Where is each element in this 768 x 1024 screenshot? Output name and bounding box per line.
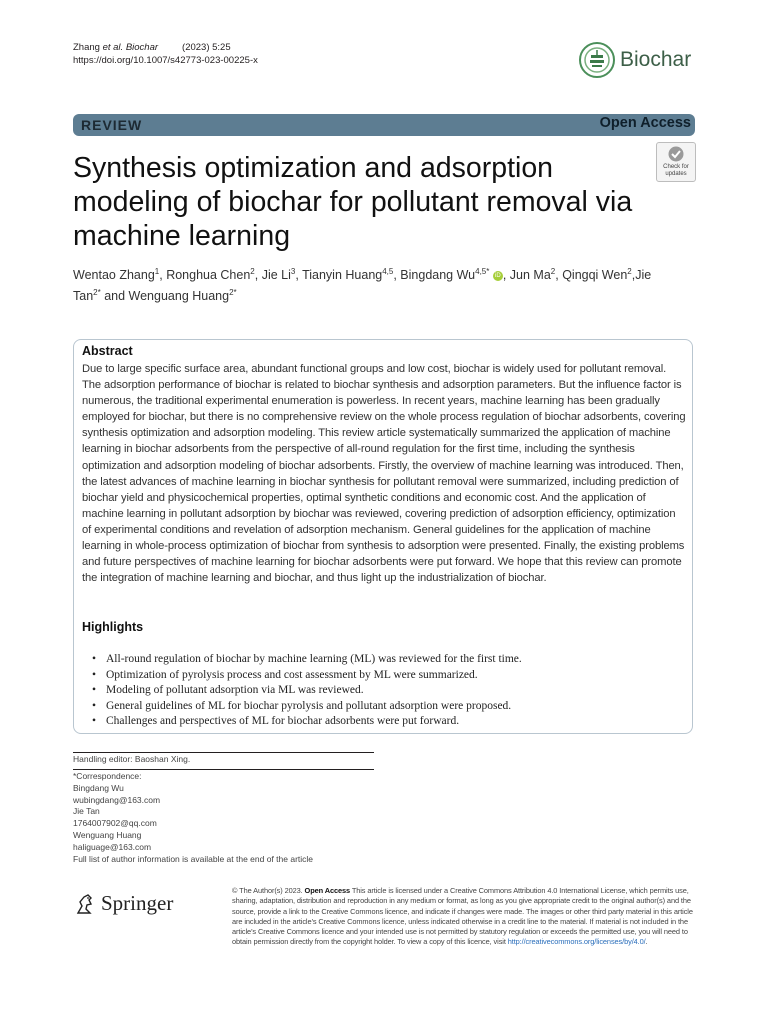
check-updates-line2: updates [665, 171, 687, 177]
author-name[interactable]: Jun Ma [509, 268, 551, 283]
footnote-divider [73, 769, 374, 770]
correspondence-line: Wenguang Huang [73, 829, 142, 840]
license-text: © The Author(s) 2023. Open Access This article is licensed under a Creative Commons Attribution 4.0 International License, which permits use, sharing, adaptation, distribution and reproduction in any medium or format, as long as you give appropriate credit to the original author(s) and the source, provide a link to the Creative Commons licence, and indicate if changes were made. The images or other third party material in this article are included in the article’s Creative Commons licence, unless indicated otherwise in a credit line to the material. If material is not included in the article’s Creative Commons licence and your intended use is not permitted by statutory regulation or exceeds the permitted use, you will need to obtain permission directly from the copyright holder. To view a copy of this licence, visit http://creativecommons.org/licenses/by/4.0/. [232, 886, 693, 947]
author-separator: , [295, 268, 303, 283]
journal-logo[interactable] [579, 42, 691, 78]
citation-etal: et al. Biochar [102, 42, 159, 53]
check-updates-icon [665, 145, 687, 163]
abstract-text: Due to large specific surface area, abundant functional groups and low cost, biochar is widely used for pollutant removal. The adsorption performance of biochar is related to biochar synthesis and adsorption parameters. But the influence factor is numerous, the traditional experimental enumeration is powerless. In recent years, machine learning has been gradually employed for biochar, but there is no comprehensive review on the whole process regulation of biochar adsorbents, covering synthesis optimization and adsorption modeling. This review article systematically summarized the application of machine learning in biochar adsorbents from the perspective of all-round regulation for the first time, including the synthesis optimization and adsorption modeling of biochar adsorbents. Firstly, the overview of machine learning was introduced. Then, the latest advances of machine learning in biochar synthesis for pollutant removal were summarized, including prediction of biochar yield and physicochemical properties, optimal synthetic conditions and economic cost. And the application of machine learning in pollutant adsorption by biochar was reviewed, covering prediction of adsorption efficiency, optimization of experimental conditions and revelation of adsorption mechanism. General guidelines for the application of machine learning in whole-process optimization of biochar from synthesis to adsorption were presented. Finally, the existing problems and future perspectives of machine learning for biochar adsorbents were put forward. We hope that this review can promote the integration of machine learning and biochar, and thus light up the industrialization of biochar. [82, 363, 686, 585]
correspondence-email[interactable]: wubingdang@163.com [73, 794, 161, 805]
author-separator: , [159, 268, 167, 283]
article-type-label: REVIEW [81, 117, 143, 133]
check-updates-line1: Check for [663, 164, 689, 170]
highlights-list [92, 652, 522, 730]
author-separator: , [555, 268, 563, 283]
author-separator: , [254, 268, 262, 283]
author-affiliation: 2* [93, 288, 101, 298]
author-affiliation: 2 [250, 267, 255, 276]
correspondence-label: *Correspondence: [73, 771, 142, 781]
author-affiliation: 1 [154, 267, 160, 276]
footnote-divider [73, 752, 374, 753]
abstract-heading: Abstract [82, 344, 133, 358]
highlight-item: • Modeling of pollutant adsorption via ML was reviewed. [106, 683, 522, 699]
correspondence-line: Bingdang Wu [73, 782, 124, 793]
author-separator: , [393, 268, 401, 283]
correspondence-email[interactable]: haliguage@163.com [73, 841, 152, 852]
author-separator: , [631, 268, 636, 283]
correspondence-line: Jie Tan [73, 806, 100, 817]
author-name[interactable]: Jie Tan [73, 268, 652, 304]
author-name[interactable]: Jie Li [261, 268, 291, 283]
license-open-access: Open Access [304, 886, 351, 895]
orcid-icon[interactable]: iD [493, 271, 503, 281]
author-name[interactable]: Ronghua Chen [166, 268, 251, 283]
abstract-box [73, 339, 693, 734]
author-name[interactable]: Wentao Zhang [73, 268, 155, 283]
highlight-item: • Optimization of pyrolysis process and cost assessment by ML were summarized. [106, 668, 522, 684]
author-name[interactable]: Qingqi Wen [562, 268, 628, 283]
author-name[interactable]: Wenguang Huang [128, 289, 230, 304]
correspondence-block [73, 771, 313, 865]
journal-name: Biochar [620, 48, 692, 71]
citation-year: (2023) 5:25 [182, 42, 231, 53]
author-affiliation: 2 [627, 267, 632, 276]
citation-line [73, 41, 258, 54]
author-info-note: Full list of author information is available at the end of the article [73, 853, 314, 864]
highlight-item: • General guidelines of ML for biochar pyrolysis and pollutant adsorption were proposed. [106, 699, 522, 715]
author-separator: and [100, 289, 129, 304]
springer-horse-icon [73, 892, 97, 916]
publisher-name: Springer [101, 891, 174, 915]
author-list [73, 263, 673, 305]
article-title: Synthesis optimization and adsorption modeling of biochar for pollutant removal via machine learning [73, 152, 633, 252]
author-name[interactable]: Tianyin Huang [302, 268, 383, 283]
author-affiliation: 3 [290, 267, 296, 276]
biochar-logo-icon [579, 42, 615, 78]
springer-logo [73, 891, 173, 916]
article-type-band [73, 114, 695, 136]
author-affiliation: 2 [550, 267, 556, 276]
license-link[interactable]: http://creativecommons.org/licenses/by/4.0/ [507, 937, 646, 947]
open-access-label: Open Access [599, 115, 691, 131]
highlight-item: • Challenges and perspectives of ML for biochar adsorbents were put forward. [106, 714, 522, 730]
check-for-updates-button[interactable] [656, 142, 696, 182]
highlights-heading: Highlights [82, 620, 144, 634]
author-affiliation: 2* [229, 288, 237, 298]
citation-header [73, 41, 258, 67]
author-name[interactable]: Bingdang Wu [400, 268, 476, 283]
highlight-item: • All-round regulation of biochar by machine learning (ML) was reviewed for the first time. [106, 652, 522, 668]
author-affiliation: 4,5* [475, 267, 490, 276]
author-separator: , [502, 268, 510, 283]
author-affiliation: 4,5 [382, 267, 394, 276]
handling-editor: Handling editor: Baoshan Xing. [73, 754, 191, 764]
citation-authors: Zhang [73, 42, 103, 53]
doi-link[interactable]: https://doi.org/10.1007/s42773-023-00225-x [73, 55, 258, 66]
correspondence-email[interactable]: 1764007902@qq.com [73, 818, 157, 829]
